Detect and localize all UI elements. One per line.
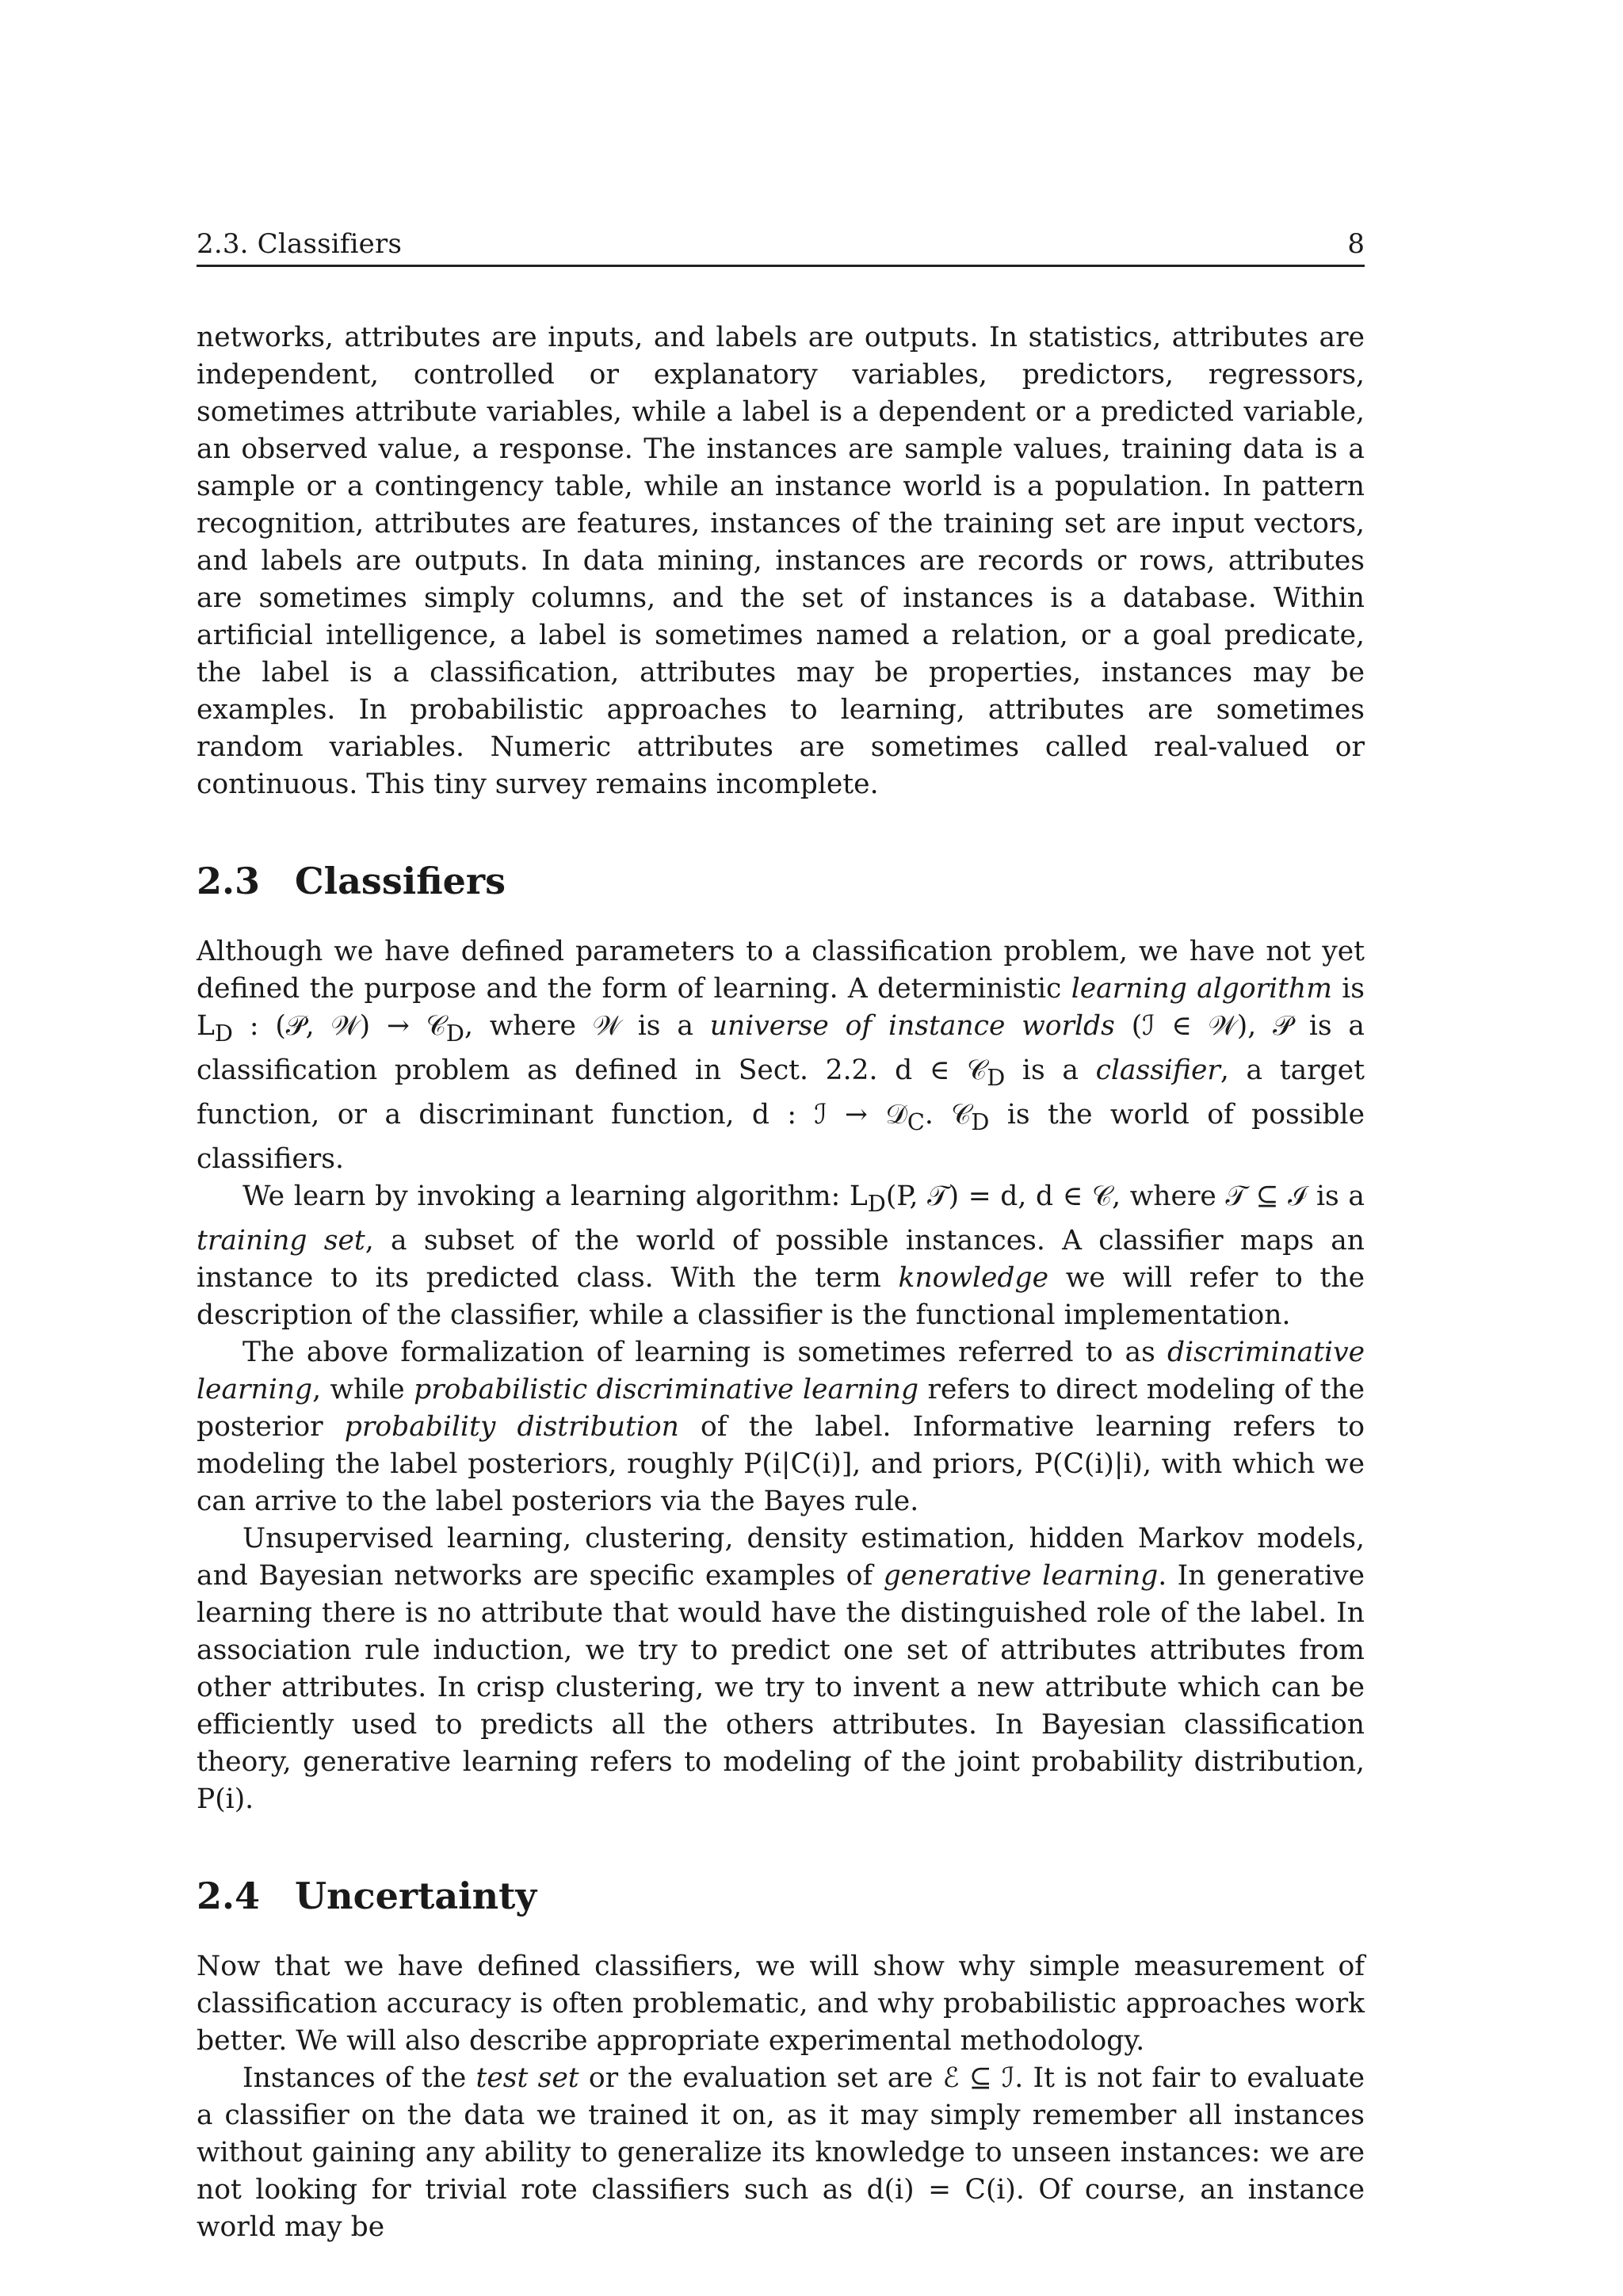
section-title: Classifiers bbox=[295, 860, 506, 902]
uncertainty-paragraph-1: Now that we have defined classifiers, we will show why simple measurement of classification accuracy is often problematic, and why probabilistic approaches work better. We will also describe appropriate experimental methodology. bbox=[197, 1950, 1365, 2057]
running-title: 2.3. Classifiers bbox=[197, 228, 403, 260]
section-title: Uncertainty bbox=[295, 1874, 537, 1917]
uncertainty-paragraph-2: Instances of the test set or the evaluation set are ℰ ⊆ ℐ. It is not fair to evaluate a classifier on the data we trained it on, as it may simply remember all instances without gaining any ability to generalize its knowledge to unseen instances: we are not looking for trivial rote classifiers such as d(i) = C(i). Of course, an instance world may be bbox=[197, 2061, 1365, 2243]
intro-paragraph: networks, attributes are inputs, and labels are outputs. In statistics, attributes are independent, controlled or explanatory variables, predictors, regressors, sometimes attribute variables, while a label is a dependent or a predicted variable, an observed value, a response. The instances are sample values, training data is a sample or a contingency table, while an instance world is a population. In pattern recognition, attributes are features, instances of the training set are input vectors, and labels are outputs. In data mining, instances are records or rows, attributes are sometimes simply columns, and the set of instances is a database. Within artificial intelligence, a label is sometimes named a relation, or a goal predicate, the label is a classification, attributes may be properties, instances may be examples. In probabilistic approaches to learning, attributes are sometimes random variables. Numeric attributes are sometimes called real-valued or continuous. This tiny survey remains incomplete. bbox=[197, 322, 1365, 800]
classifiers-paragraph-3: The above formalization of learning is sometimes referred to as discriminative learning, while probabilistic discriminative learning refers to direct modeling of the posterior probability distribution of the label. Informative learning refers to modeling the label posteriors, roughly P(i|C(i)], and priors, P(C(i)|i), with which we can arrive to the label posteriors via the Bayes rule. bbox=[197, 1336, 1365, 1517]
classifiers-paragraph-2: We learn by invoking a learning algorithm: $L_D(P$, 𝒯) = d, d ∈ 𝒞, where 𝒯 ⊆ ℐ is a training set, a subset of the world of possible instances. A classifier maps an instance to its predicted class. With the term knowledge we will refer to the description of the classifier, while a classifier is the functional implementation. bbox=[197, 1180, 1365, 1331]
classifiers-paragraph-1: Although we have defined parameters to a classification problem, we have not yet defined the purpose and the form of learning. A deterministic learning algorithm is $L_D$ : (𝒫, 𝒲) → 𝒞$_D$, where 𝒲 is a universe of instance worlds (ℐ ∈ 𝒲), 𝒫 is a classification problem as defined in Sect. 2.2. d ∈ 𝒞$_D$ is a classifier, a target function, or a discriminant function, d : ℐ → 𝒟$_C$. 𝒞$_D$ is the world of possible classifiers. bbox=[197, 936, 1365, 1175]
section-number: 2.3 bbox=[197, 860, 261, 902]
section-heading-classifiers bbox=[197, 859, 1365, 903]
running-header bbox=[197, 228, 1365, 267]
section-number: 2.4 bbox=[197, 1874, 261, 1917]
page-number: 8 bbox=[1347, 228, 1365, 260]
page-body bbox=[197, 319, 1365, 2246]
section-heading-uncertainty bbox=[197, 1874, 1365, 1918]
classifiers-paragraph-4: Unsupervised learning, clustering, density estimation, hidden Markov models, and Bayesian networks are specific examples of generative learning. In generative learning there is no attribute that would have the distinguished role of the label. In association rule induction, we try to predict one set of attributes attributes from other attributes. In crisp clustering, we try to invent a new attribute which can be efficiently used to predicts all the others attributes. In Bayesian classification theory, generative learning refers to modeling of the joint probability distribution, P(i). bbox=[197, 1522, 1365, 1815]
